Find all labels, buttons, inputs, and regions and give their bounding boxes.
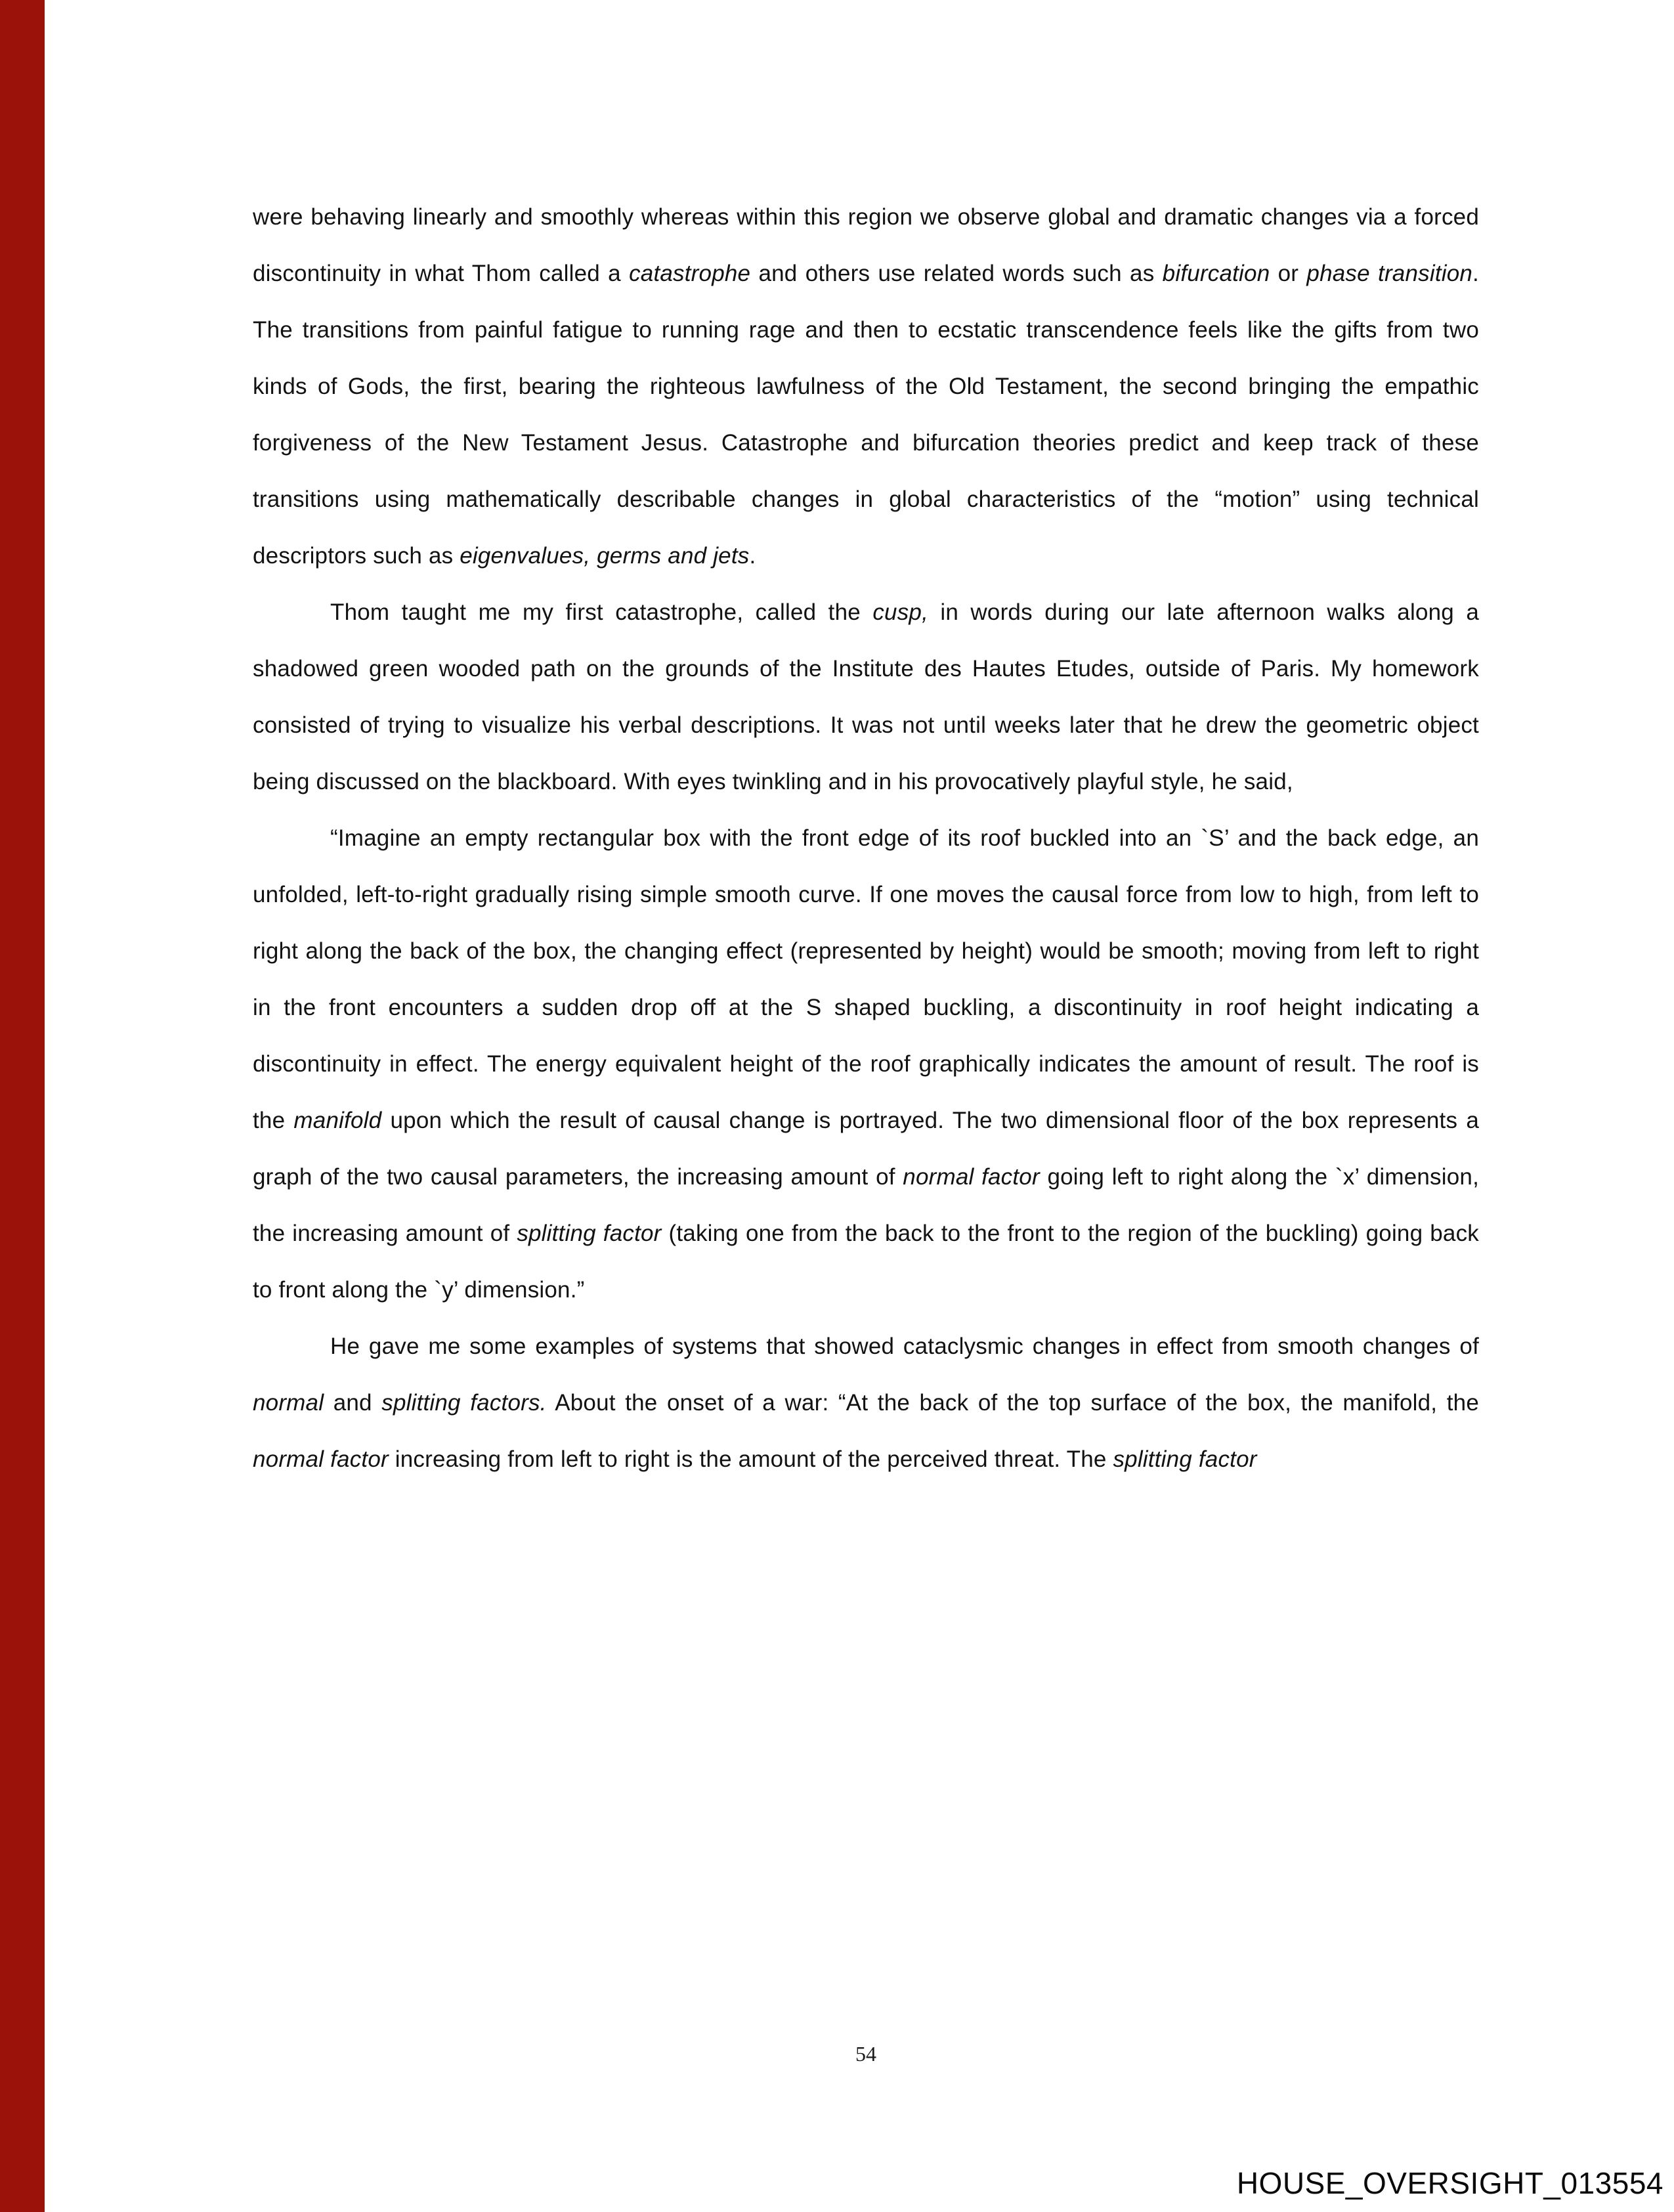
text-run: and [324,1390,382,1416]
italic-text-run: normal factor [253,1446,389,1472]
italic-text-run: cusp, [872,599,928,625]
italic-text-run: splitting factors. [381,1390,547,1416]
text-run: About the onset of a war: “At the back of the top surface of the box, the manifold, the [546,1390,1479,1416]
text-run: were behaving linearly and smoothly whereas within this region we observe global and dramatic changes via a forced discontinuity in what Thom called a [253,204,1479,286]
text-run: increasing from left to right is the amount of the perceived threat. The [388,1446,1113,1472]
italic-text-run: splitting factor [517,1221,662,1246]
paragraph [253,810,1479,1318]
page-body [253,189,1479,1488]
italic-text-run: normal factor [903,1164,1040,1190]
italic-text-run: phase transition [1306,261,1473,286]
text-run: He gave me some examples of systems that showed cataclysmic changes in effect from smooth changes of [330,1334,1479,1359]
text-run: and others use related words such as [750,261,1163,286]
paragraph [253,584,1479,810]
bates-stamp: HOUSE_OVERSIGHT_013554 [1236,2166,1663,2200]
italic-text-run: catastrophe [629,261,751,286]
text-run: . [749,543,756,569]
text-run: upon which the result of causal change is portrayed. The two dimensional floor of the box represents a graph of the two causal parameters, the increasing amount of [253,1108,1479,1190]
paragraph [253,189,1479,584]
text-run: (taking one from the back to the front to the region of the buckling) going back to front along the `y’ dimension.” [253,1221,1479,1303]
text-run: . The transitions from painful fatigue to running rage and then to ecstatic transcendence feels like the gifts from two kinds of Gods, the first, bearing the righteous lawfulness of the Old Testament, the second bringing the empathic forgiveness of the New Testament Jesus. Catastrophe and bifurcation theories predict and keep track of these transitions using mathematically describable changes in global characteristics of the “motion” using technical descriptors such as [253,261,1479,569]
italic-text-run: eigenvalues, germs and jets [460,543,750,569]
italic-text-run: normal [253,1390,324,1416]
italic-text-run: bifurcation [1162,261,1270,286]
italic-text-run: splitting factor [1113,1446,1257,1472]
left-margin-red-bar [0,0,45,2212]
text-run: in words during our late afternoon walks along a shadowed green wooded path on the grounds of the Institute des Hautes Etudes, outside of Paris. My homework consisted of trying to visualize his verbal descriptions. It was not until weeks later that he drew the geometric object being discussed on the blackboard. With eyes twinkling and in his provocatively playful style, he said, [253,599,1480,794]
text-run: Thom taught me my first catastrophe, called the [330,599,873,625]
page-number: 54 [855,2042,876,2066]
italic-text-run: manifold [293,1108,382,1133]
paragraph [253,1318,1479,1488]
text-run: going left to right along the `x’ dimension, the increasing amount of [253,1164,1479,1246]
text-run: “Imagine an empty rectangular box with the front edge of its roof buckled into an `S’ and the back edge, an unfolded, left-to-right gradually rising simple smooth curve. If one moves the causal force from low to high, from left to right along the back of the box, the changing effect (represented by height) would be smooth; moving from left to right in the front encounters a sudden drop off at the S shaped buckling, a discontinuity in roof height indicating a discontinuity in effect. The energy equivalent height of the roof graphically indicates the amount of result. The roof is the [253,825,1479,1133]
text-run: or [1270,261,1307,286]
